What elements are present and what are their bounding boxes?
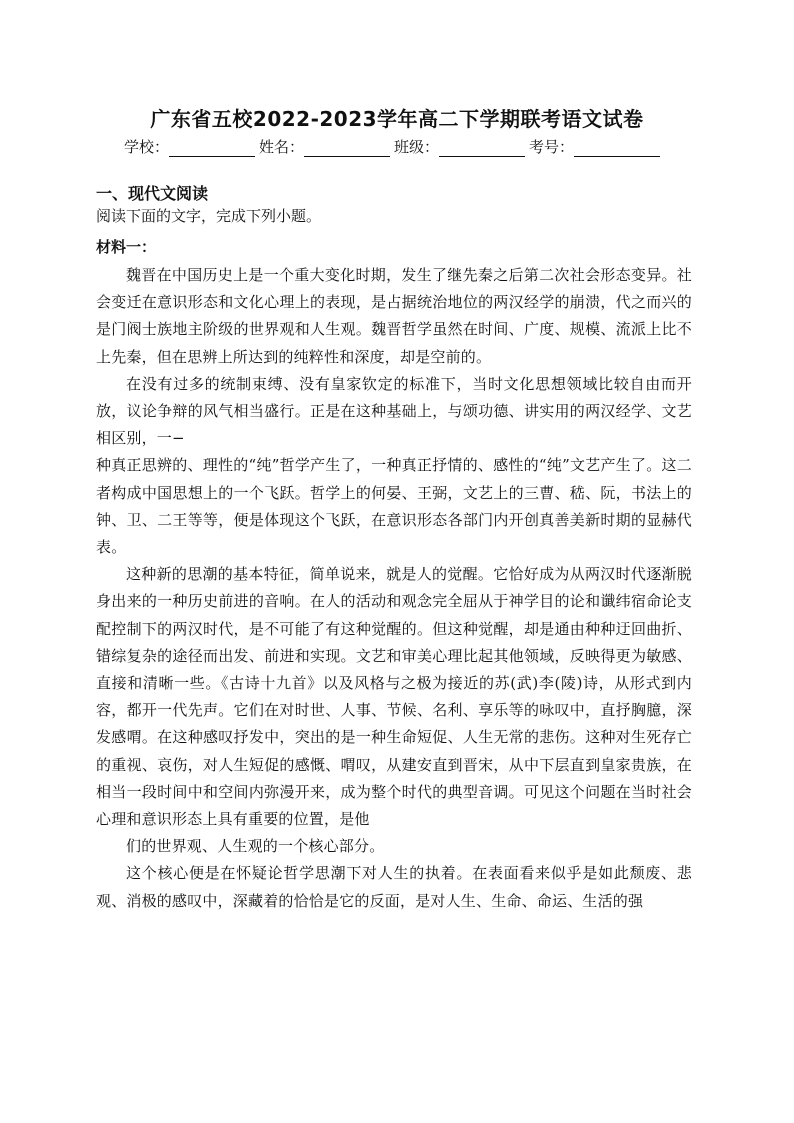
exam-no-blank[interactable] xyxy=(574,140,660,157)
exam-no-label: 考号： xyxy=(529,138,575,156)
paragraph: 种真正思辨的、理性的“纯”哲学产生了，一种真正抒情的、感性的“纯”文艺产生了。这二者构成中国思想上的一个飞跃。哲学上的何晏、王弼，文艺上的三曹、嵇、阮，书法上的钟、卫、二王等等，便是体现这个飞跃，在意识形态各部门内开创真善美新时期的显赫代表。 xyxy=(96,456,692,557)
school-label: 学校： xyxy=(124,138,170,156)
paragraph: 们的世界观、人生观的一个核心部分。 xyxy=(126,837,385,856)
paragraph: 在没有过多的统制束缚、没有皇家钦定的标准下，当时文化思想领域比较自由而开放，议论争辩的风气相当盛行。正是在这种基础上，与颂功德、讲实用的两汉经学、文艺相区别，一− xyxy=(96,374,692,448)
paragraph: 这种新的思潮的基本特征，简单说来，就是人的觉醒。它恰好成为从两汉时代逐渐脱身出来的一种历史前进的音响。在人的活动和观念完全屈从于神学目的论和谶纬宿命论支配控制下的两汉时代，是不可能了有这种觉醒的。但这种觉醒，却是通由种种迂回曲折、错综复杂的途径而出发、前进和实现。文艺和审美心理比起其他领域，反映得更为敏感、直接和清晰一些。《古诗十九首》以及风格与之极为接近的苏(武)李(陵)诗，从形式到内容，都开一代先声。它们在对时世、人事、节候、名利、享乐等的咏叹中，直抒胸臆，深发感喟。在这种感叹抒发中，突出的是一种生命短促、人生无常的悲伤。这种对生死存亡的重视、哀伤，对人生短促的感慨、喟叹，从建安直到晋宋，从中下层直到皇家贵族，在相当一段时间中和空间内弥漫开来，成为整个时代的典型音调。可见这个问题在当时社会心理和意识形态上具有重要的位置，是他 xyxy=(96,565,692,829)
class-label: 班级： xyxy=(394,138,440,156)
paragraph: 这个核心便是在怀疑论哲学思潮下对人生的执着。在表面看来似乎是如此颓废、悲观、消极的感叹中，深藏着的恰恰是它的反面，是对人生、生命、命运、生活的强 xyxy=(96,864,692,910)
name-blank[interactable] xyxy=(304,140,390,157)
paragraph: 魏晋在中国历史上是一个重大变化时期，发生了继先秦之后第二次社会形态变异。社会变迁在意识形态和文化心理上的表现，是占据统治地位的两汉经学的崩溃，代之而兴的是门阀士族地主阶级的世界观和人生观。魏晋哲学虽然在时间、广度、规模、流派上比不上先秦，但在思辨上所达到的纯粹性和深度，却是空前的。 xyxy=(96,266,692,366)
section-heading: 一、现代文阅读 xyxy=(96,184,209,203)
school-blank[interactable] xyxy=(169,140,255,157)
class-blank[interactable] xyxy=(439,140,525,157)
reading-instruction: 阅读下面的文字，完成下列小题。 xyxy=(96,207,322,225)
material-label: 材料一： xyxy=(96,238,157,256)
exam-title: 广东省五校2022-2023学年高二下学期联考语文试卷 xyxy=(150,107,644,131)
student-info-row xyxy=(124,136,684,156)
passage-body xyxy=(96,262,692,915)
name-label: 姓名： xyxy=(259,138,305,156)
